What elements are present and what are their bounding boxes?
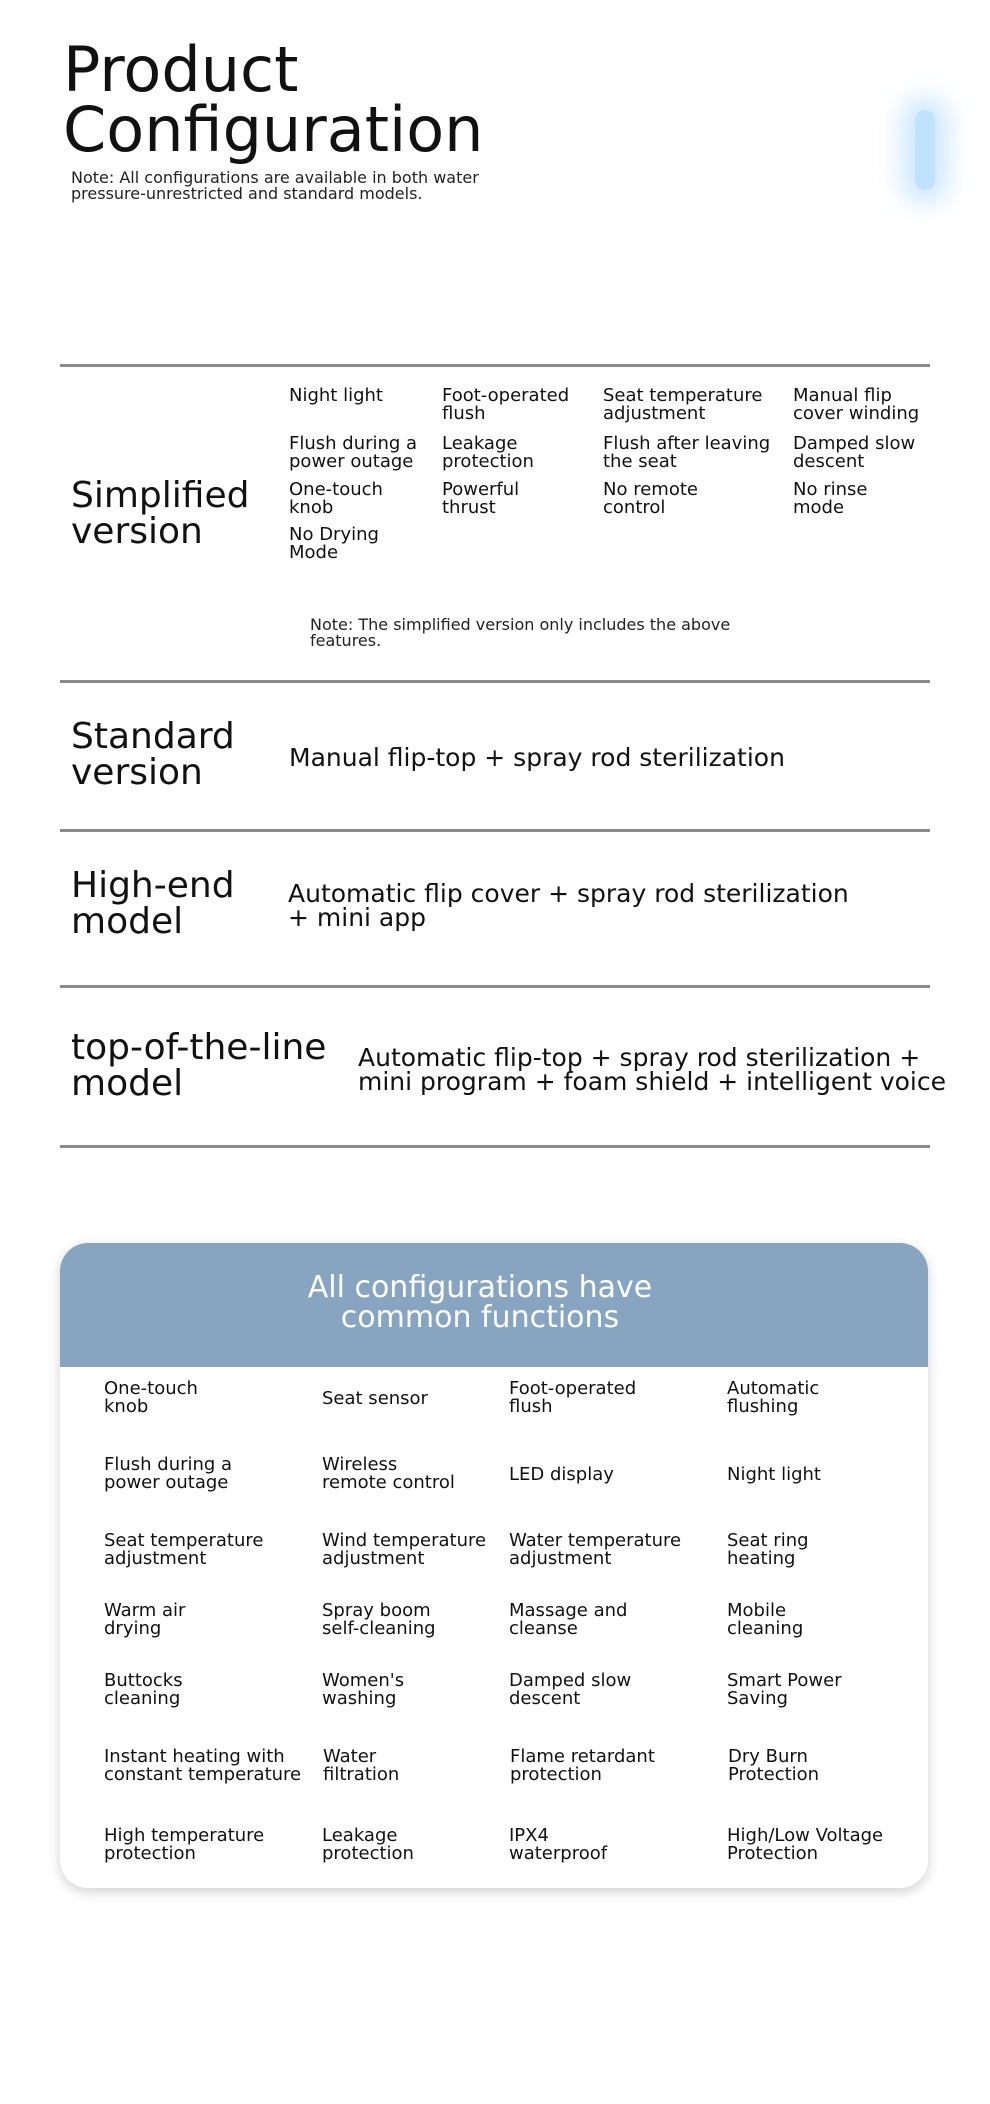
common-function-item: Seat temperature adjustment bbox=[104, 1530, 264, 1569]
simplified-feature: Manual flip cover winding bbox=[793, 385, 920, 424]
high-end-model-description: Automatic flip cover + spray rod sterilization + mini app bbox=[288, 879, 849, 932]
common-function-item: One-touch knob bbox=[104, 1378, 198, 1417]
common-functions-title: All configurations have common functions bbox=[307, 1270, 653, 1335]
common-functions-header bbox=[60, 1243, 928, 1367]
common-function-item: Flush during a power outage bbox=[104, 1454, 233, 1493]
common-function-item: Flame retardant protection bbox=[510, 1746, 655, 1785]
simplified-feature: Flush after leaving the seat bbox=[603, 433, 771, 472]
common-functions-card bbox=[60, 1243, 928, 1888]
simplified-feature: Damped slow descent bbox=[793, 433, 916, 472]
page-note-line2: pressure-unrestricted and standard models. bbox=[71, 184, 423, 203]
common-function-item: Night light bbox=[727, 1464, 821, 1485]
section-divider bbox=[60, 829, 930, 832]
common-function-item: IPX4 waterproof bbox=[509, 1825, 608, 1864]
section-divider bbox=[60, 364, 930, 367]
common-function-item: Damped slow descent bbox=[509, 1670, 632, 1709]
simplified-feature: No Drying Mode bbox=[289, 524, 379, 563]
simplified-feature: Night light bbox=[289, 385, 383, 406]
simplified-version-title: Simplified version bbox=[71, 475, 250, 552]
common-function-item: Spray boom self-cleaning bbox=[322, 1600, 436, 1639]
common-function-item: Massage and cleanse bbox=[509, 1600, 628, 1639]
simplified-feature: Foot-operated flush bbox=[442, 385, 570, 424]
page-title-line2: Configuration bbox=[63, 93, 484, 166]
common-function-item: Dry Burn Protection bbox=[728, 1746, 820, 1785]
common-function-item: Seat ring heating bbox=[727, 1530, 809, 1569]
page-note bbox=[71, 170, 521, 202]
common-function-item: Seat sensor bbox=[322, 1388, 428, 1409]
page-title bbox=[63, 33, 484, 166]
high-end-model-title: High-end model bbox=[71, 865, 235, 942]
common-function-item: Automatic flushing bbox=[727, 1378, 820, 1417]
top-of-the-line-model-title: top-of-the-line model bbox=[71, 1027, 327, 1104]
section-divider bbox=[60, 985, 930, 988]
common-function-item: LED display bbox=[509, 1464, 614, 1485]
common-function-item: Wireless remote control bbox=[322, 1454, 455, 1493]
page-title-line1: Product bbox=[63, 33, 299, 106]
standard-version-title: Standard version bbox=[71, 716, 235, 793]
common-function-item: Mobile cleaning bbox=[727, 1600, 804, 1639]
simplified-feature: Powerful thrust bbox=[442, 479, 520, 518]
simplified-feature: Seat temperature adjustment bbox=[603, 385, 763, 424]
common-function-item: Women's washing bbox=[322, 1670, 405, 1709]
section-divider bbox=[60, 680, 930, 683]
decorative-glow bbox=[915, 110, 935, 190]
common-function-item: Smart Power Saving bbox=[727, 1670, 842, 1709]
common-function-item: Leakage protection bbox=[322, 1825, 414, 1864]
common-function-item: Water temperature adjustment bbox=[509, 1530, 682, 1569]
common-function-item: Foot-operated flush bbox=[509, 1378, 637, 1417]
section-divider bbox=[60, 1145, 930, 1148]
simplified-feature: No remote control bbox=[603, 479, 698, 518]
simplified-feature: No rinse mode bbox=[793, 479, 868, 518]
common-function-item: Water filtration bbox=[323, 1746, 400, 1785]
simplified-feature: One-touch knob bbox=[289, 479, 383, 518]
simplified-note: Note: The simplified version only includes the above features. bbox=[310, 615, 731, 650]
simplified-feature: Leakage protection bbox=[442, 433, 534, 472]
simplified-feature: Flush during a power outage bbox=[289, 433, 418, 472]
top-of-the-line-model-description: Automatic flip-top + spray rod sterilization + mini program + foam shield + intelligent voice bbox=[358, 1043, 946, 1096]
common-function-item: Warm air drying bbox=[104, 1600, 186, 1639]
common-function-item: Instant heating with constant temperature bbox=[104, 1746, 302, 1785]
common-function-item: Buttocks cleaning bbox=[104, 1670, 183, 1709]
common-function-item: High/Low Voltage Protection bbox=[727, 1825, 884, 1864]
standard-version-description: Manual flip-top + spray rod sterilization bbox=[289, 743, 785, 772]
common-function-item: High temperature protection bbox=[104, 1825, 265, 1864]
common-function-item: Wind temperature adjustment bbox=[322, 1530, 487, 1569]
page-note-line1: Note: All configurations are available in both water bbox=[71, 168, 479, 187]
